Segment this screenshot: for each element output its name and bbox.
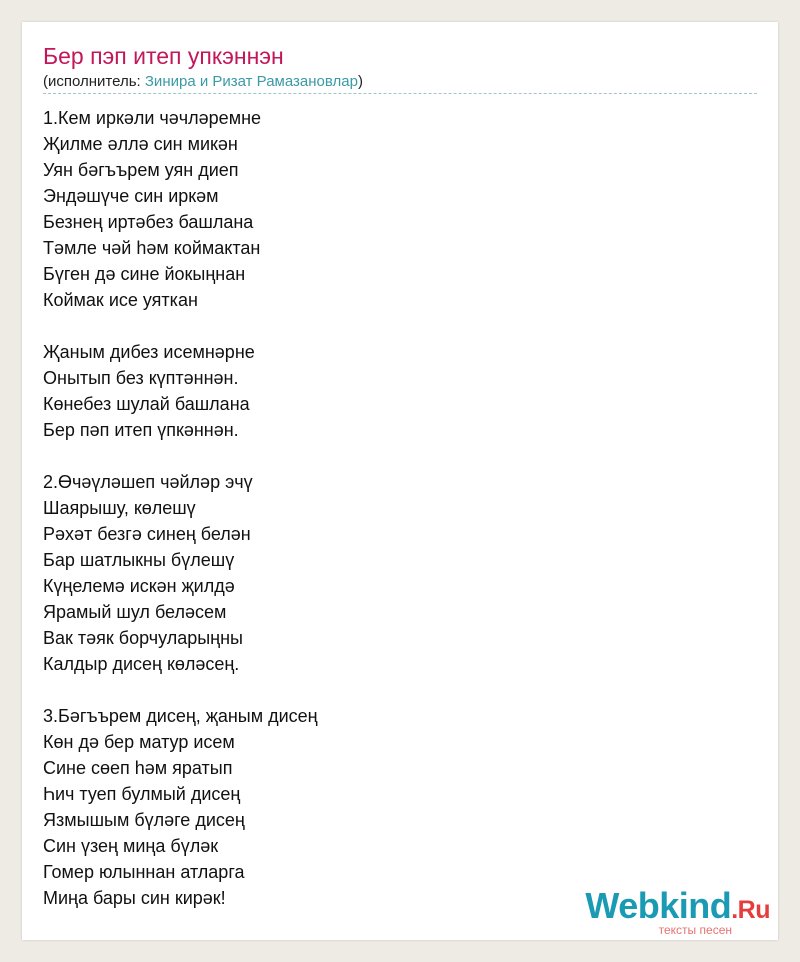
logo-wordmark: [585, 885, 770, 928]
lyric-line: Рәхәт безгә синең белән: [43, 524, 251, 544]
lyric-line: Шаярышу, көлешү: [43, 498, 196, 518]
lyrics-body: [43, 105, 318, 937]
lyric-line: Коймак исе уяткан: [43, 290, 198, 310]
lyrics-card: [22, 22, 778, 940]
lyric-line: Бар шатлыкны бүлешү: [43, 550, 235, 570]
lyric-line: Ярамый шул беләсем: [43, 602, 227, 622]
lyric-line: Һич туеп булмый дисең: [43, 784, 241, 804]
lyric-line: Җаным дибез исемнәрне: [43, 342, 255, 362]
lyric-line: Бер пәп итеп үпкәннән.: [43, 420, 239, 440]
lyric-line: Син үзең миңа бүләк: [43, 836, 219, 856]
lyric-line: Көнебез шулай башлана: [43, 394, 250, 414]
lyric-line: Вак тәяк борчуларыңны: [43, 628, 243, 648]
artist-prefix: (исполнитель:: [43, 73, 145, 90]
lyric-line: 2.Өчәүләшеп чәйләр эчү: [43, 472, 253, 492]
artist-suffix: ): [357, 73, 363, 90]
lyric-line: Эндәшүче син иркәм: [43, 186, 219, 206]
logo-tagline: тексты песен: [658, 923, 732, 937]
song-title: Бер пэп итеп упкэннэн: [43, 43, 284, 69]
lyric-line: Онытып без күптәннән.: [43, 368, 239, 388]
lyric-line: 1.Кем иркәли чәчләремне: [43, 108, 262, 128]
stanza: [43, 339, 318, 443]
lyric-line: Калдыр дисең көләсең.: [43, 654, 240, 674]
lyric-line: Миңа бары син кирәк!: [43, 888, 226, 908]
lyric-line: Язмышым бүләге дисең: [43, 810, 245, 830]
lyric-line: Тәмле чәй һәм коймактан: [43, 238, 261, 258]
lyric-line: Уян бәгъърем уян диеп: [43, 160, 239, 180]
lyric-line: Көн дә бер матур исем: [43, 732, 235, 752]
logo-word: Webkind: [585, 885, 732, 926]
lyric-line: Безнең иртәбез башлана: [43, 212, 254, 232]
lyric-line: Гомер юлыннан атларга: [43, 862, 245, 882]
artist-link[interactable]: Зинира и Ризат Рамазановлар: [144, 73, 358, 90]
stanza: [43, 703, 318, 911]
lyric-line: Җилме әллә син микән: [43, 134, 238, 154]
stanza: [43, 469, 318, 677]
lyric-line: Күңелемә искән җилдә: [43, 576, 235, 596]
webkind-logo[interactable]: [585, 885, 770, 937]
lyric-line: 3.Бәгъърем дисең, җаным дисең: [43, 706, 318, 726]
lyric-line: Сине сөеп һәм яратып: [43, 758, 233, 778]
logo-tld: .Ru: [731, 896, 770, 924]
artist-line: [43, 73, 363, 91]
lyric-line: Бүген дә сине йокыңнан: [43, 264, 246, 284]
stanza: [43, 105, 318, 313]
divider: [43, 93, 757, 94]
